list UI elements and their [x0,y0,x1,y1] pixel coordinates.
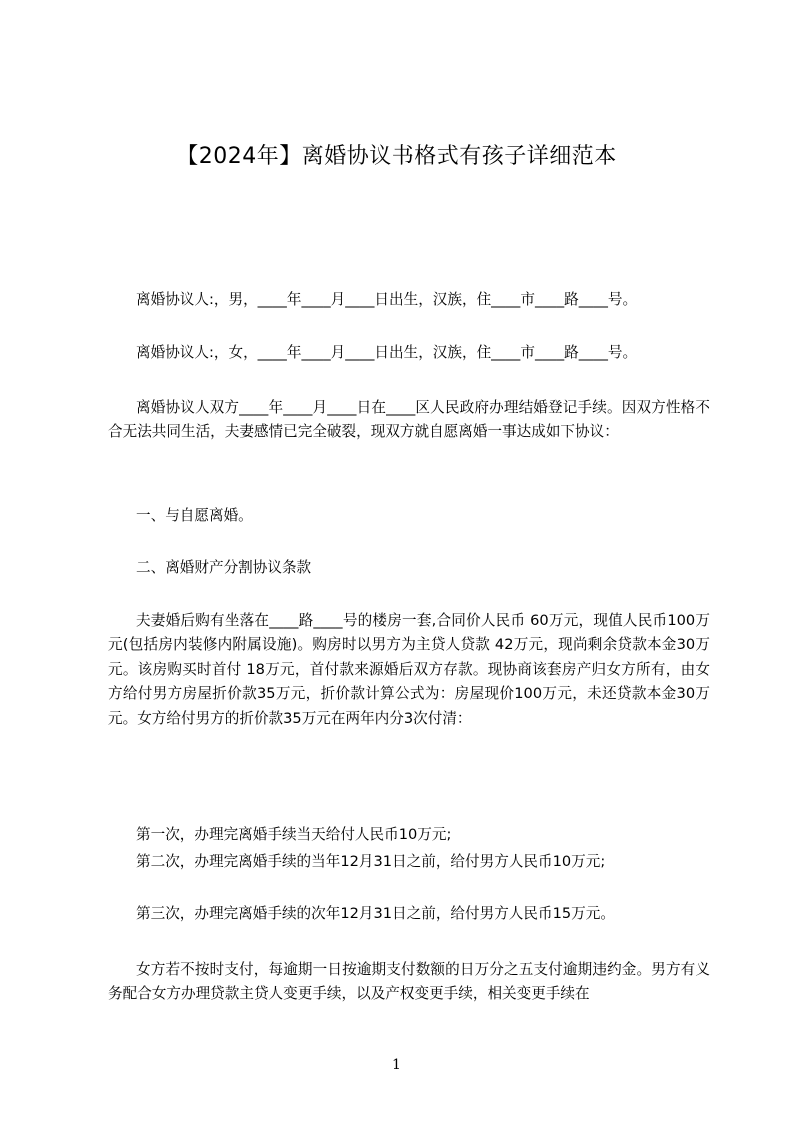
payment-item-2: 第二次，办理完离婚手续的当年12月31日之前，给付男方人民币10万元; [136,853,606,870]
payment-item-1: 第一次，办理完离婚手续当天给付人民币10万元; [136,826,452,843]
party-female-line: 离婚协议人:，女，____年____月____日出生，汉族，住____市____路____号。 [136,344,638,361]
page-number: 1 [392,1057,401,1073]
property-paragraph: 夫妻婚后购有坐落在____路____号的楼房一套,合同价人民币 60万元，现值人民币100万元(包括房内装修内附属设施)。购房时以男方为主贷人贷款 42万元，现尚剩余贷款本金30万元。该房购买时首付 18万元，首付款来源婚后双方存款。现协商该套房产归女方所有，由女方给付男方房屋折价款35万元，折价款计算公式为：房屋现价100万元，未还贷款本金30万元。女方给付男方的折价款35万元在两年内分3次付清： [108,612,710,727]
penalty-paragraph: 女方若不按时支付，每逾期一日按逾期支付数额的日万分之五支付逾期违约金。男方有义务配合女方办理贷款主贷人变更手续，以及产权变更手续，相关变更手续在 [108,961,710,1003]
document-title: 【2024年】离婚协议书格式有孩子详细范本 [176,144,617,169]
section-heading-1: 一、与自愿离婚。 [136,507,253,524]
section-heading-2: 二、离婚财产分割协议条款 [136,559,312,576]
payment-item-3: 第三次，办理完离婚手续的次年12月31日之前，给付男方人民币15万元。 [136,905,615,922]
party-male-line: 离婚协议人:，男，____年____月____日出生，汉族，住____市____路____号。 [136,291,638,308]
intro-paragraph: 离婚协议人双方____年____月____日在____区人民政府办理结婚登记手续。因双方性格不合无法共同生活，夫妻感情已完全破裂，现双方就自愿离婚一事达成如下协议： [108,399,710,441]
